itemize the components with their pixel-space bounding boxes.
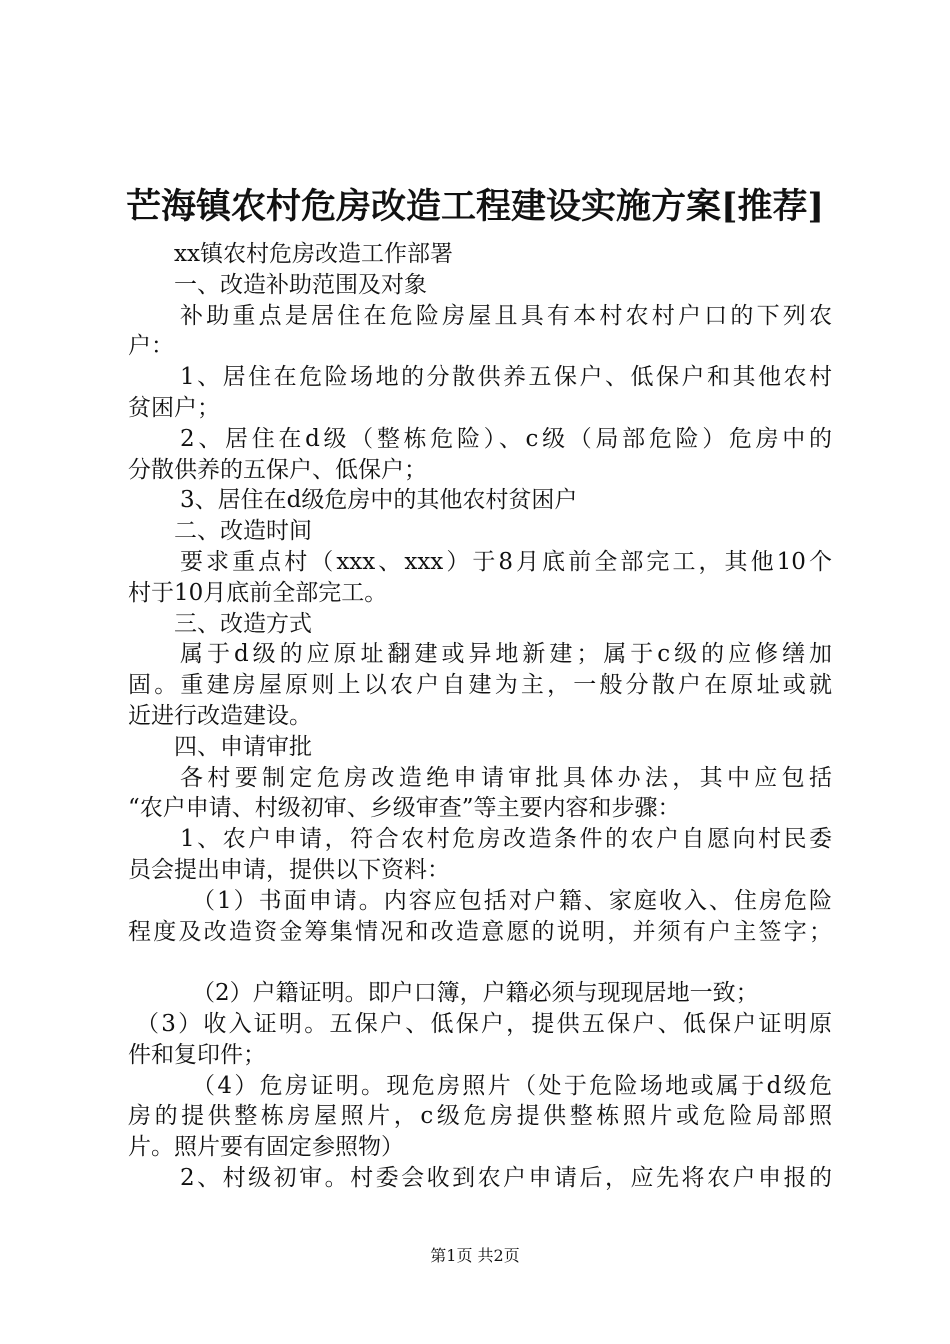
body-line: （4）危房证明。现危房照片（处于危险场地或属于d级危 — [192, 1072, 832, 1099]
page-footer: 第1页 共2页 — [430, 1246, 520, 1265]
body-line: 户： — [128, 333, 174, 360]
section-heading: 一、改造补助范围及对象 — [174, 271, 427, 298]
body-line: （1）书面申请。内容应包括对户籍、家庭收入、住房危险 — [192, 887, 832, 914]
body-line: 贫困户； — [128, 394, 220, 421]
document-body — [128, 239, 832, 1194]
body-line: （3）收入证明。五保户、低保户，提供五保户、低保户证明原 — [136, 1010, 832, 1037]
body-line: 2、居住在d级（整栋危险）、c级（局部危险）危房中的 — [180, 425, 832, 452]
section-heading: 四、申请审批 — [174, 733, 312, 760]
body-line: 2、村级初审。村委会收到农户申请后，应先将农户申报的 — [180, 1164, 832, 1191]
body-line: 各村要制定危房改造绝申请审批具体办法，其中应包括 — [180, 764, 832, 791]
body-line: 村于10月底前全部完工。 — [128, 579, 388, 606]
body-line: 近进行改造建设。 — [128, 702, 312, 729]
blank-line — [128, 947, 832, 978]
section-heading: 三、改造方式 — [174, 610, 312, 637]
body-line: 分散供养的五保户、低保户； — [128, 456, 427, 483]
body-line: 要求重点村（xxx、xxx）于8月底前全部完工，其他10个 — [180, 548, 832, 575]
body-line: 员会提出申请，提供以下资料： — [128, 856, 450, 883]
body-line: 件和复印件； — [128, 1041, 266, 1068]
body-line: 1、居住在危险场地的分散供养五保户、低保户和其他农村 — [180, 364, 832, 391]
body-line: 程度及改造资金筹集情况和改造意愿的说明，并须有户主签字； — [128, 918, 832, 945]
body-line: “农户申请、村级初审、乡级审查”等主要内容和步骤： — [128, 795, 681, 822]
body-line: 片。照片要有固定参照物） — [128, 1134, 404, 1161]
body-line: 房的提供整栋房屋照片，c级危房提供整栋照片或危险局部照 — [128, 1103, 832, 1130]
body-line: xx镇农村危房改造工作部署 — [174, 241, 453, 267]
section-heading: 二、改造时间 — [174, 518, 312, 545]
body-line: 固。重建房屋原则上以农户自建为主，一般分散户在原址或就 — [128, 672, 832, 699]
body-line: （2）户籍证明。即户口簿，户籍必须与现现居地一致； — [192, 980, 759, 1007]
body-line: 1、农户申请，符合农村危房改造条件的农户自愿向村民委 — [180, 826, 832, 853]
document-title: 芒海镇农村危房改造工程建设实施方案[推荐] — [125, 186, 825, 227]
body-line: 3、居住在d级危房中的其他农村贫困户 — [180, 487, 578, 514]
body-line: 属于d级的应原址翻建或异地新建；属于c级的应修缮加 — [180, 641, 832, 668]
body-line: 补助重点是居住在危险房屋且具有本村农村户口的下列农 — [180, 302, 832, 329]
